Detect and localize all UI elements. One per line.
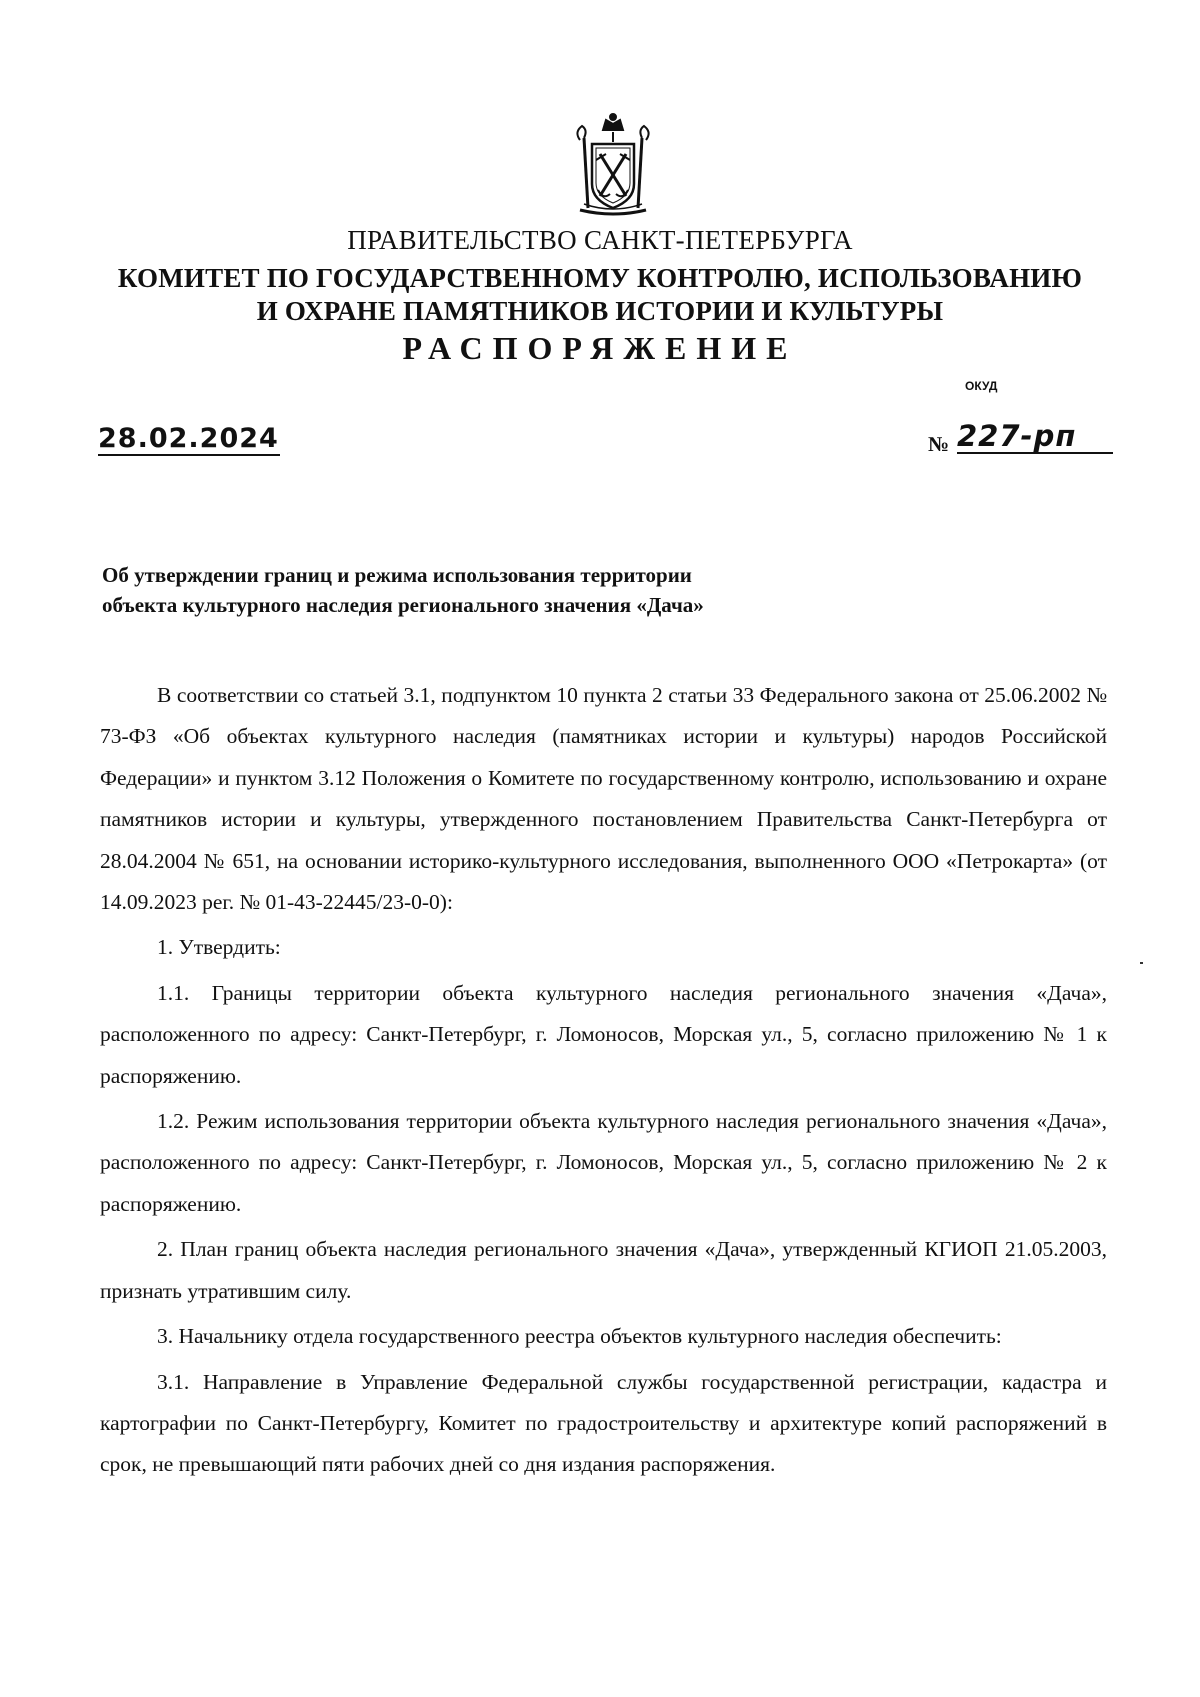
number-sign: № <box>928 432 950 456</box>
scan-speck <box>1140 962 1143 964</box>
government-title: ПРАВИТЕЛЬСТВО САНКТ-ПЕТЕРБУРГА <box>347 225 853 255</box>
okud-label: ОКУД <box>965 379 998 393</box>
document-subject <box>102 560 862 620</box>
subject-line-2: объекта культурного наследия регионального значения «Дача» <box>102 593 704 617</box>
paragraph-item-1-1: 1.1. Границы территории объекта культурного наследия регионального значения «Дача», расположенного по адресу: Санкт-Петербург, г. Ломоносов, Морская ул., 5, согласно приложению № 1 к распоряжению. <box>100 980 1107 1088</box>
committee-title <box>0 262 1200 328</box>
paragraph-item-3: 3. Начальнику отдела государственного реестра объектов культурного наследия обеспечить: <box>157 1324 1002 1349</box>
subject-line-1: Об утверждении границ и режима использования территории <box>102 563 692 587</box>
paragraph-item-2: 2. План границ объекта наследия регионального значения «Дача», утвержденный КГИОП 21.05.2003, признать утратившим силу. <box>100 1237 1107 1303</box>
paragraph-preamble: В соответствии со статьей 3.1, подпунктом 10 пункта 2 статьи 33 Федерального закона от 25.06.2002 № 73-ФЗ «Об объектах культурного наследия (памятниках истории и культуры) народов Российской Федерации» и пунктом 3.12 Положения о Комитете по государственному контролю, использованию и охране памятников истории и культуры, утвержденного постановлением Правительства Санкт-Петербурга от 28.04.2004 № 651, на основании историко-культурного исследования, выполненного ООО «Петрокарта» (от 14.09.2023 рег. № 01-43-22445/23-0-0): <box>100 683 1107 915</box>
document-body <box>100 675 1107 1486</box>
paragraph-item-3-1: 3.1. Направление в Управление Федеральной службы государственной регистрации, кадастра и картографии по Санкт-Петербургу, Комитет по градостроительству и архитектуре копий распоряжений в срок, не превышающий пяти рабочих дней со дня издания распоряжения. <box>100 1369 1107 1477</box>
document-number: 227-рп <box>957 420 1113 454</box>
committee-title-line-2: И ОХРАНЕ ПАМЯТНИКОВ ИСТОРИИ И КУЛЬТУРЫ <box>256 296 944 326</box>
paragraph-item-1-2: 1.2. Режим использования территории объекта культурного наследия регионального значения «Дача», расположенного по адресу: Санкт-Петербург, г. Ломоносов, Морская ул., 5, согласно приложению № 2 к распоряжению. <box>100 1109 1107 1216</box>
document-date: 28.02.2024 <box>98 423 279 454</box>
document-type: РАСПОРЯЖЕНИЕ <box>402 330 798 366</box>
paragraph-item-1: 1. Утвердить: <box>157 935 281 960</box>
committee-title-line-1: КОМИТЕТ ПО ГОСУДАРСТВЕННОМУ КОНТРОЛЮ, ИСПОЛЬЗОВАНИЮ <box>117 263 1083 293</box>
st-petersburg-coat-of-arms-icon <box>570 112 656 218</box>
